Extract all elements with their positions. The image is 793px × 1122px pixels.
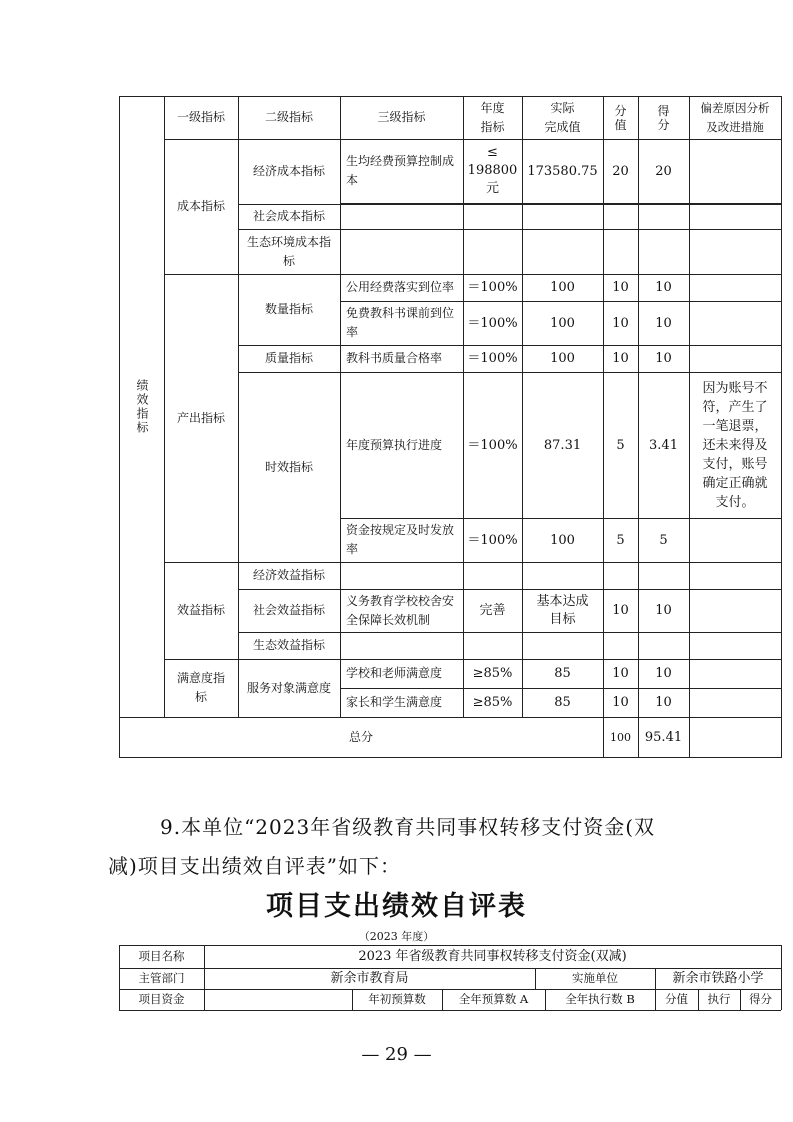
l2-social-benefit: 社会效益指标	[252, 603, 325, 617]
row7-weight: 10	[612, 603, 629, 618]
col-score: 得分	[749, 992, 772, 1006]
header-deviation: 偏差原因分析 及改进措施	[700, 100, 770, 134]
group-output: 产出指标	[176, 410, 225, 425]
total-weight: 100	[610, 730, 631, 744]
paragraph-line-1: 9.本单位“2023年省级教育共同事权转移支付资金(双	[160, 815, 656, 839]
row3-weight: 10	[612, 315, 629, 331]
row8-score: 10	[655, 666, 672, 681]
row2-l3: 公用经费落实到位率	[346, 280, 455, 294]
row2-weight: 10	[612, 280, 629, 295]
l2-quantity: 数量指标	[264, 302, 313, 316]
form-title: 项目支出绩效自评表	[266, 891, 527, 922]
funds-label: 项目资金	[138, 992, 185, 1006]
row1-l3: 生均经费预算控制成 本	[346, 154, 455, 187]
l2-economic-cost: 经济成本指标	[252, 164, 325, 178]
row4-target: ＝100%	[467, 351, 518, 366]
col-full-year-budget: 全年预算数 A	[458, 992, 529, 1006]
row3-l3: 免费教科书课前到位 率	[346, 306, 455, 339]
row6-l3: 资金按规定及时发放 率	[346, 523, 455, 556]
row8-target: ≥85%	[472, 666, 513, 681]
row9-target: ≥85%	[472, 695, 513, 710]
row7-score: 10	[655, 603, 672, 618]
l2-quality: 质量指标	[264, 351, 313, 365]
row5-l3: 年度预算执行进度	[346, 437, 443, 452]
paragraph-line-2: 减)项目支出绩效自评表”如下：	[108, 854, 402, 878]
row1-target: ≤ 198800 元	[467, 145, 518, 196]
row7-l3: 义务教育学校校舍安 全保障长效机制	[346, 593, 455, 627]
header-l1: 一级指标	[176, 110, 225, 124]
l2-social-cost: 社会成本指标	[252, 209, 325, 223]
l2-service-satisfaction: 服务对象满意度	[246, 680, 331, 695]
col-full-year-exec: 全年执行数 B	[565, 992, 635, 1006]
row7-actual: 基本达成 目标	[536, 593, 589, 627]
row5-weight: 5	[616, 437, 625, 453]
page-number: — 29 —	[361, 1044, 432, 1065]
group-cost: 成本指标	[176, 199, 225, 213]
row8-weight: 10	[612, 666, 629, 681]
total-score: 95.41	[644, 729, 683, 745]
row4-score: 10	[655, 351, 672, 366]
row3-actual: 100	[550, 315, 575, 331]
row5-score: 3.41	[649, 437, 678, 453]
dept-value: 新余市教育局	[330, 971, 409, 986]
row2-target: ＝100%	[467, 280, 518, 295]
group-benefit: 效益指标	[176, 603, 225, 617]
row1-actual: 173580.75	[527, 163, 598, 179]
row1-score: 20	[655, 163, 672, 179]
row4-l3: 教科书质量合格率	[346, 351, 443, 365]
l2-timeliness: 时效指标	[264, 459, 313, 474]
form-year: （2023 年度）	[358, 930, 435, 943]
row6-target: ＝100%	[467, 532, 518, 548]
col-weight: 分值	[665, 992, 688, 1006]
row2-score: 10	[655, 280, 672, 295]
row9-score: 10	[655, 695, 672, 710]
row9-l3: 家长和学生满意度	[346, 695, 443, 709]
col-initial-budget: 年初预算数	[368, 992, 426, 1006]
impl-value: 新余市铁路小学	[672, 971, 764, 986]
row7-target: 完善	[479, 603, 506, 618]
col-exec-rate: 执行	[707, 992, 731, 1006]
header-annual-target: 年度 指标	[480, 100, 505, 134]
total-label: 总分	[348, 729, 373, 744]
row6-score: 5	[659, 532, 668, 548]
row3-target: ＝100%	[467, 315, 518, 331]
row6-actual: 100	[550, 532, 575, 548]
impl-label: 实施单位	[572, 971, 618, 985]
row9-weight: 10	[612, 695, 629, 710]
header-weight: 分 值	[614, 103, 627, 132]
l2-eco-benefit: 生态效益指标	[252, 638, 325, 652]
outer-label-performance: 绩效指标	[135, 378, 149, 435]
header-l2: 二级指标	[264, 110, 313, 124]
project-name-value: 2023 年省级教育共同事权转移支付资金(双减)	[358, 949, 627, 964]
dept-label: 主管部门	[138, 971, 185, 985]
header-score: 得 分	[657, 103, 670, 132]
row5-target: ＝100%	[467, 437, 518, 453]
row2-actual: 100	[550, 280, 575, 295]
row5-actual: 87.31	[543, 437, 582, 453]
header-l3: 三级指标	[377, 110, 426, 124]
row9-actual: 85	[554, 695, 571, 710]
row6-weight: 5	[616, 532, 625, 548]
row3-score: 10	[655, 315, 672, 331]
project-name-label: 项目名称	[138, 949, 185, 963]
row5-deviation: 因为账号不 符，产生了 一笔退票， 还未来得及 支付，账号 确定正确就 支付。	[702, 380, 768, 510]
row4-weight: 10	[612, 351, 629, 366]
row4-actual: 100	[550, 351, 575, 366]
row8-l3: 学校和老师满意度	[346, 666, 443, 680]
group-satisfaction: 满意度指 标	[176, 671, 225, 704]
row8-actual: 85	[554, 666, 571, 681]
row1-weight: 20	[612, 163, 629, 179]
l2-economic-benefit: 经济效益指标	[252, 568, 325, 582]
header-actual: 实际 完成值	[544, 100, 581, 134]
l2-eco-cost: 生态环境成本指 标	[246, 234, 331, 268]
